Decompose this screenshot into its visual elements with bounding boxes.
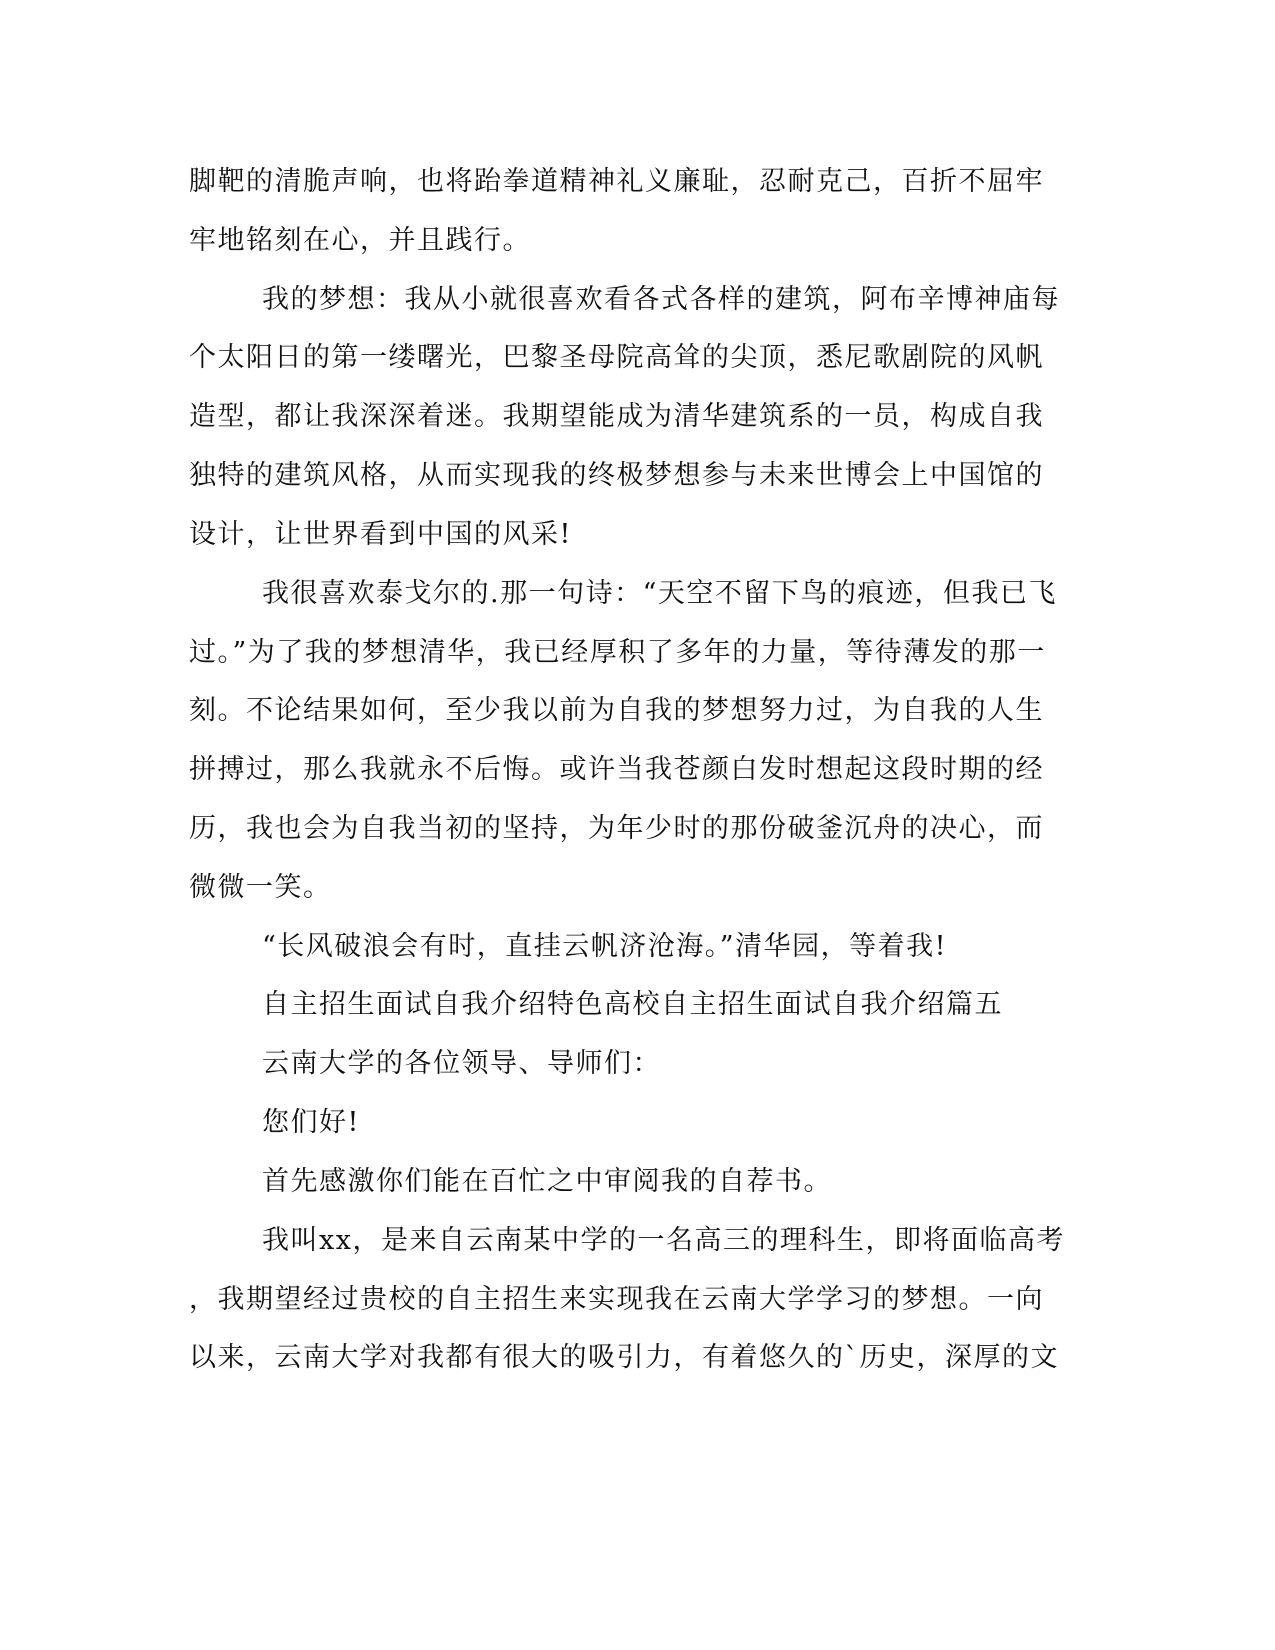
text-line: 过。”为了我的梦想清华，我已经厚积了多年的力量，等待薄发的那一 bbox=[189, 637, 1046, 668]
text-line: 设计，让世界看到中国的风采! bbox=[189, 519, 572, 550]
text-line: 拼搏过，那么我就永不后悔。或许当我苍颜白发时想起这段时期的经 bbox=[189, 754, 1044, 785]
text-line: 牢地铭刻在心，并且践行。 bbox=[189, 225, 531, 256]
text-line: 以来，云南大学对我都有很大的吸引力，有着悠久的`历史，深厚的文 bbox=[189, 1342, 1059, 1373]
paragraph-start-line: 我的梦想：我从小就很喜欢看各式各样的建筑，阿布辛博神庙每 bbox=[262, 284, 1060, 315]
text-line: ，我期望经过贵校的自主招生来实现我在云南大学学习的梦想。一向 bbox=[189, 1284, 1044, 1315]
text-line: 造型，都让我深深着迷。我期望能成为清华建筑系的一员，构成自我 bbox=[189, 401, 1044, 432]
paragraph-start-line: 我叫xx，是来自云南某中学的一名高三的理科生，即将面临高考 bbox=[262, 1225, 1065, 1256]
salutation: 云南大学的各位领导、导师们： bbox=[262, 1048, 661, 1079]
paragraph-start-line: “长风破浪会有时，直挂云帆济沧海。”清华园，等着我! bbox=[262, 931, 947, 962]
text-line: 脚靶的清脆声响，也将跆拳道精神礼义廉耻，忍耐克己，百折不屈牢 bbox=[189, 166, 1044, 197]
text-line: 独特的建筑风格，从而实现我的终极梦想参与未来世博会上中国馆的 bbox=[189, 460, 1044, 491]
paragraph-start-line: 首先感激你们能在百忙之中审阅我的自荐书。 bbox=[262, 1166, 832, 1197]
text-line: 个太阳日的第一缕曙光，巴黎圣母院高耸的尖顶，悉尼歌剧院的风帆 bbox=[189, 342, 1044, 373]
greeting: 您们好! bbox=[262, 1107, 360, 1138]
text-line: 微微一笑。 bbox=[189, 872, 332, 903]
paragraph-start-line: 我很喜欢泰戈尔的.那一句诗：“天空不留下鸟的痕迹，但我已飞 bbox=[262, 578, 1057, 609]
text-line: 历，我也会为自我当初的坚持，为年少时的那份破釜沉舟的决心，而 bbox=[189, 813, 1044, 844]
text-line: 刻。不论结果如何，至少我以前为自我的梦想努力过，为自我的人生 bbox=[189, 695, 1044, 726]
section-heading: 自主招生面试自我介绍特色高校自主招生面试自我介绍篇五 bbox=[262, 989, 1003, 1020]
